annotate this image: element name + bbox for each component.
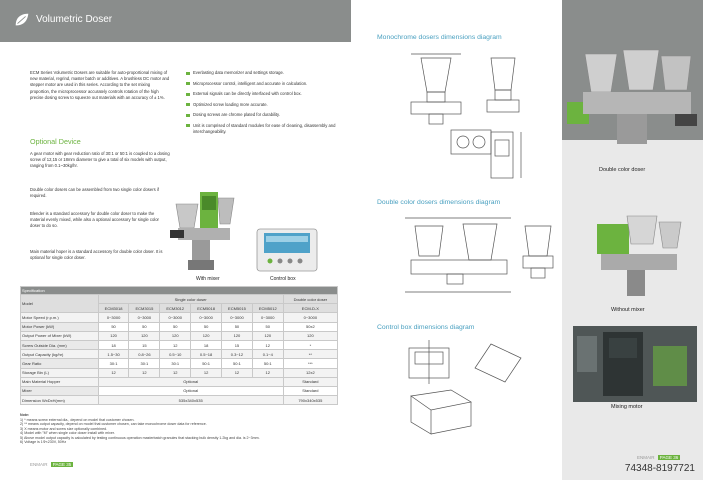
table-cell: 18 <box>191 340 222 349</box>
spec-label: Specification <box>21 287 338 295</box>
row-label: Screw Outside Dia. (mm) <box>21 340 99 349</box>
table-cell: 50:1 <box>191 359 222 368</box>
caption-control-box: Control box <box>270 276 296 282</box>
footer-brand-right <box>637 455 680 460</box>
page-title: Volumetric Doser <box>36 14 113 25</box>
feature-list <box>186 70 336 139</box>
table-cell: Standard <box>283 386 337 395</box>
table-cell: 50 <box>191 322 222 331</box>
model-name: ECM3015 <box>129 304 160 313</box>
table-cell: 0~3000 <box>252 313 283 322</box>
table-cell: *** <box>283 359 337 368</box>
leaf-logo-icon <box>13 11 31 29</box>
row-label: Output Capacity (kg/hr) <box>21 350 99 359</box>
table-cell: 12x2 <box>283 368 337 377</box>
table-cell: 0~3000 <box>283 313 337 322</box>
footer-brand-left <box>30 462 73 467</box>
footer-brand: ENMAIR <box>30 462 48 467</box>
watermark-code: 74348-8197721 <box>624 463 695 474</box>
table-cell: 30:1 <box>129 359 160 368</box>
optional-text-1: A gear motor with gear reduction ratio of 30:1 or 50:1 is coupled to a dosing screw of 12,15 or 18mm diameter to give a total of six models with output, ranging from 0.1~30kg/hr. <box>30 151 170 169</box>
note-line: 4) Model with "M" when single color doser install with mixer. <box>20 431 115 435</box>
model-name: ECM-D-X <box>283 304 337 313</box>
table-cell: 50:1 <box>252 359 283 368</box>
col-model: Model <box>21 295 99 313</box>
feature-item: Everlasting data memorizer and settings storage. <box>186 70 336 76</box>
table-cell: 50x2 <box>283 322 337 331</box>
table-row <box>21 322 338 331</box>
double-diagram <box>401 212 561 312</box>
table-cell: 0~3000 <box>191 313 222 322</box>
table-cell: 0.8~26 <box>129 350 160 359</box>
table-cell: 12 <box>160 368 191 377</box>
row-label: Motor Power (kW) <box>21 322 99 331</box>
doser-with-mixer-photo <box>168 188 240 274</box>
section-double: Double color dosers dimensions diagram <box>377 199 501 206</box>
table-cell: 50 <box>129 322 160 331</box>
table-cell: 0~3000 <box>222 313 253 322</box>
model-name: ECM3012 <box>160 304 191 313</box>
row-label: Storage Bin (L) <box>21 368 99 377</box>
row-label: Motor Speed (r.p.m.) <box>21 313 99 322</box>
table-cell: 12 <box>252 340 283 349</box>
caption-with-mixer: With mixer <box>196 276 220 282</box>
table-cell: 0~3000 <box>129 313 160 322</box>
optional-text-2: Double color dosers can be assembled from two single color dosers if required. <box>30 187 159 199</box>
table-cell: * <box>283 340 337 349</box>
section-monochrome: Monochrome dosers dimensions diagram <box>377 34 502 41</box>
feature-item: Microprocessor control, intelligent and accurate in calculation. <box>186 81 336 87</box>
note-line: 5) Above model output capacity is calculated by testing continuous operation masterbatch granules that stacking bulk density 1.2kg and dia. is 2~3mm. <box>20 435 260 440</box>
caption-without-mixer: Without mixer <box>611 307 645 313</box>
table-cell: 120 <box>252 331 283 340</box>
optional-text-4: Main material hoper is a standard accessory for double color doser. It is optional for single color doser. <box>30 249 163 261</box>
control-box-photo <box>256 228 318 272</box>
optional-text-3: Blender is a standard accessory for double color doser to make the material evenly mixed, while also a optional accessory for single color doser to do so. <box>30 211 159 229</box>
col-double: Double color doser <box>283 295 337 304</box>
specification-table <box>20 286 338 405</box>
caption-double-doser: Double color doser <box>599 167 646 173</box>
footer-page: PAGE 36 <box>659 455 679 460</box>
table-cell: 12 <box>191 368 222 377</box>
table-cell: 12 <box>160 340 191 349</box>
feature-item: Optimized screw loading more accurate. <box>186 102 336 108</box>
feature-item: Unit is comprised of standard modules for ease of cleaning, disassembly and interchangeability. <box>186 123 336 134</box>
notes-title: Note: <box>20 413 30 417</box>
note-line: 2) ** means output capacity, depend on model that customer chosen, can take monochrome doser data for reference. <box>20 422 207 426</box>
table-row <box>21 359 338 368</box>
right-page <box>351 0 703 480</box>
section-control-box: Control box dimensions diagram <box>377 324 475 331</box>
table-cell: 120 <box>222 331 253 340</box>
notes <box>20 413 320 445</box>
table-cell: 12 <box>98 368 129 377</box>
mixing-motor-photo <box>573 326 697 402</box>
row-label: Gear Ratio <box>21 359 99 368</box>
table-cell: 12 <box>252 368 283 377</box>
row-label: Output Power of Mixer (kW) <box>21 331 99 340</box>
table-cell: 0.1~4 <box>252 350 283 359</box>
table-cell: Optional <box>98 386 283 395</box>
table-cell: 120 <box>129 331 160 340</box>
table-cell: 120 <box>160 331 191 340</box>
col-single: Single color doser <box>98 295 283 304</box>
row-label: Mixer <box>21 386 99 395</box>
footer-brand: ENMAIR <box>637 455 655 460</box>
table-cell: 50 <box>222 322 253 331</box>
note-line: 1) * means screw external dia., depend on model that customer chosen. <box>20 417 135 422</box>
table-cell: 120 <box>98 331 129 340</box>
feature-item: Dosing screws are chrome plated for durability. <box>186 112 336 118</box>
table-cell: 50:1 <box>222 359 253 368</box>
table-cell: 0.3~12 <box>222 350 253 359</box>
model-name: ECM3018 <box>98 304 129 313</box>
table-row <box>21 340 338 349</box>
feature-item: External signals can be directly interfaced with control box. <box>186 91 336 97</box>
double-color-doser-photo <box>563 44 703 162</box>
optional-heading: Optional Device <box>30 137 81 146</box>
table-cell: 12 <box>222 368 253 377</box>
model-name: ECM5015 <box>222 304 253 313</box>
table-cell: 50 <box>252 322 283 331</box>
table-cell: 0.5~10 <box>160 350 191 359</box>
without-mixer-photo <box>587 212 687 304</box>
table-row <box>21 313 338 322</box>
table-cell: 12 <box>129 368 160 377</box>
table-cell: Standard <box>283 377 337 386</box>
caption-mixing-motor: Mixing motor <box>611 404 643 410</box>
model-name: ECM5018 <box>191 304 222 313</box>
table-cell: 0.5~18 <box>191 350 222 359</box>
table-cell: 30:1 <box>98 359 129 368</box>
control-box-diagram <box>401 336 551 436</box>
intro-text: ECM Series Volumetric Dosers are suitable for auto-proportional mixing of new material, regrind, master batch or additives. A brushless DC motor and stepper motor are used in this series. According to the set mixing proportion, the microprocessor accurately controls rotation of the high precise dosing screw to squeeze out materials with an accuracy of ± 1%. <box>30 70 170 100</box>
table-cell: 15 <box>129 340 160 349</box>
table-cell: 790x340x535 <box>283 396 337 405</box>
table-cell: 120 <box>283 331 337 340</box>
table-cell: 50 <box>98 322 129 331</box>
table-cell: 15 <box>222 340 253 349</box>
row-label: Dimension WxDxH(mm) <box>21 396 99 405</box>
table-cell: 0~3000 <box>160 313 191 322</box>
model-name: ECM5012 <box>252 304 283 313</box>
table-row <box>21 368 338 377</box>
table-cell: 120 <box>191 331 222 340</box>
table-row <box>21 350 338 359</box>
table-cell: 535x340x535 <box>98 396 283 405</box>
note-line: 3) X means motor and screw size optionally combined. <box>20 426 108 431</box>
footer-page: PAGE 35 <box>52 462 72 467</box>
table-cell: 50 <box>160 322 191 331</box>
row-label: Main Material Hopper <box>21 377 99 386</box>
note-line: 6) Voltage is 1Φ×230V, 50Hz <box>20 440 67 444</box>
table-cell: Optional <box>98 377 283 386</box>
table-cell: 1.5~30 <box>98 350 129 359</box>
table-cell: 0~3000 <box>98 313 129 322</box>
table-cell: ** <box>283 350 337 359</box>
table-row <box>21 331 338 340</box>
monochrome-diagram <box>391 50 551 190</box>
table-cell: 18 <box>98 340 129 349</box>
table-cell: 30:1 <box>160 359 191 368</box>
